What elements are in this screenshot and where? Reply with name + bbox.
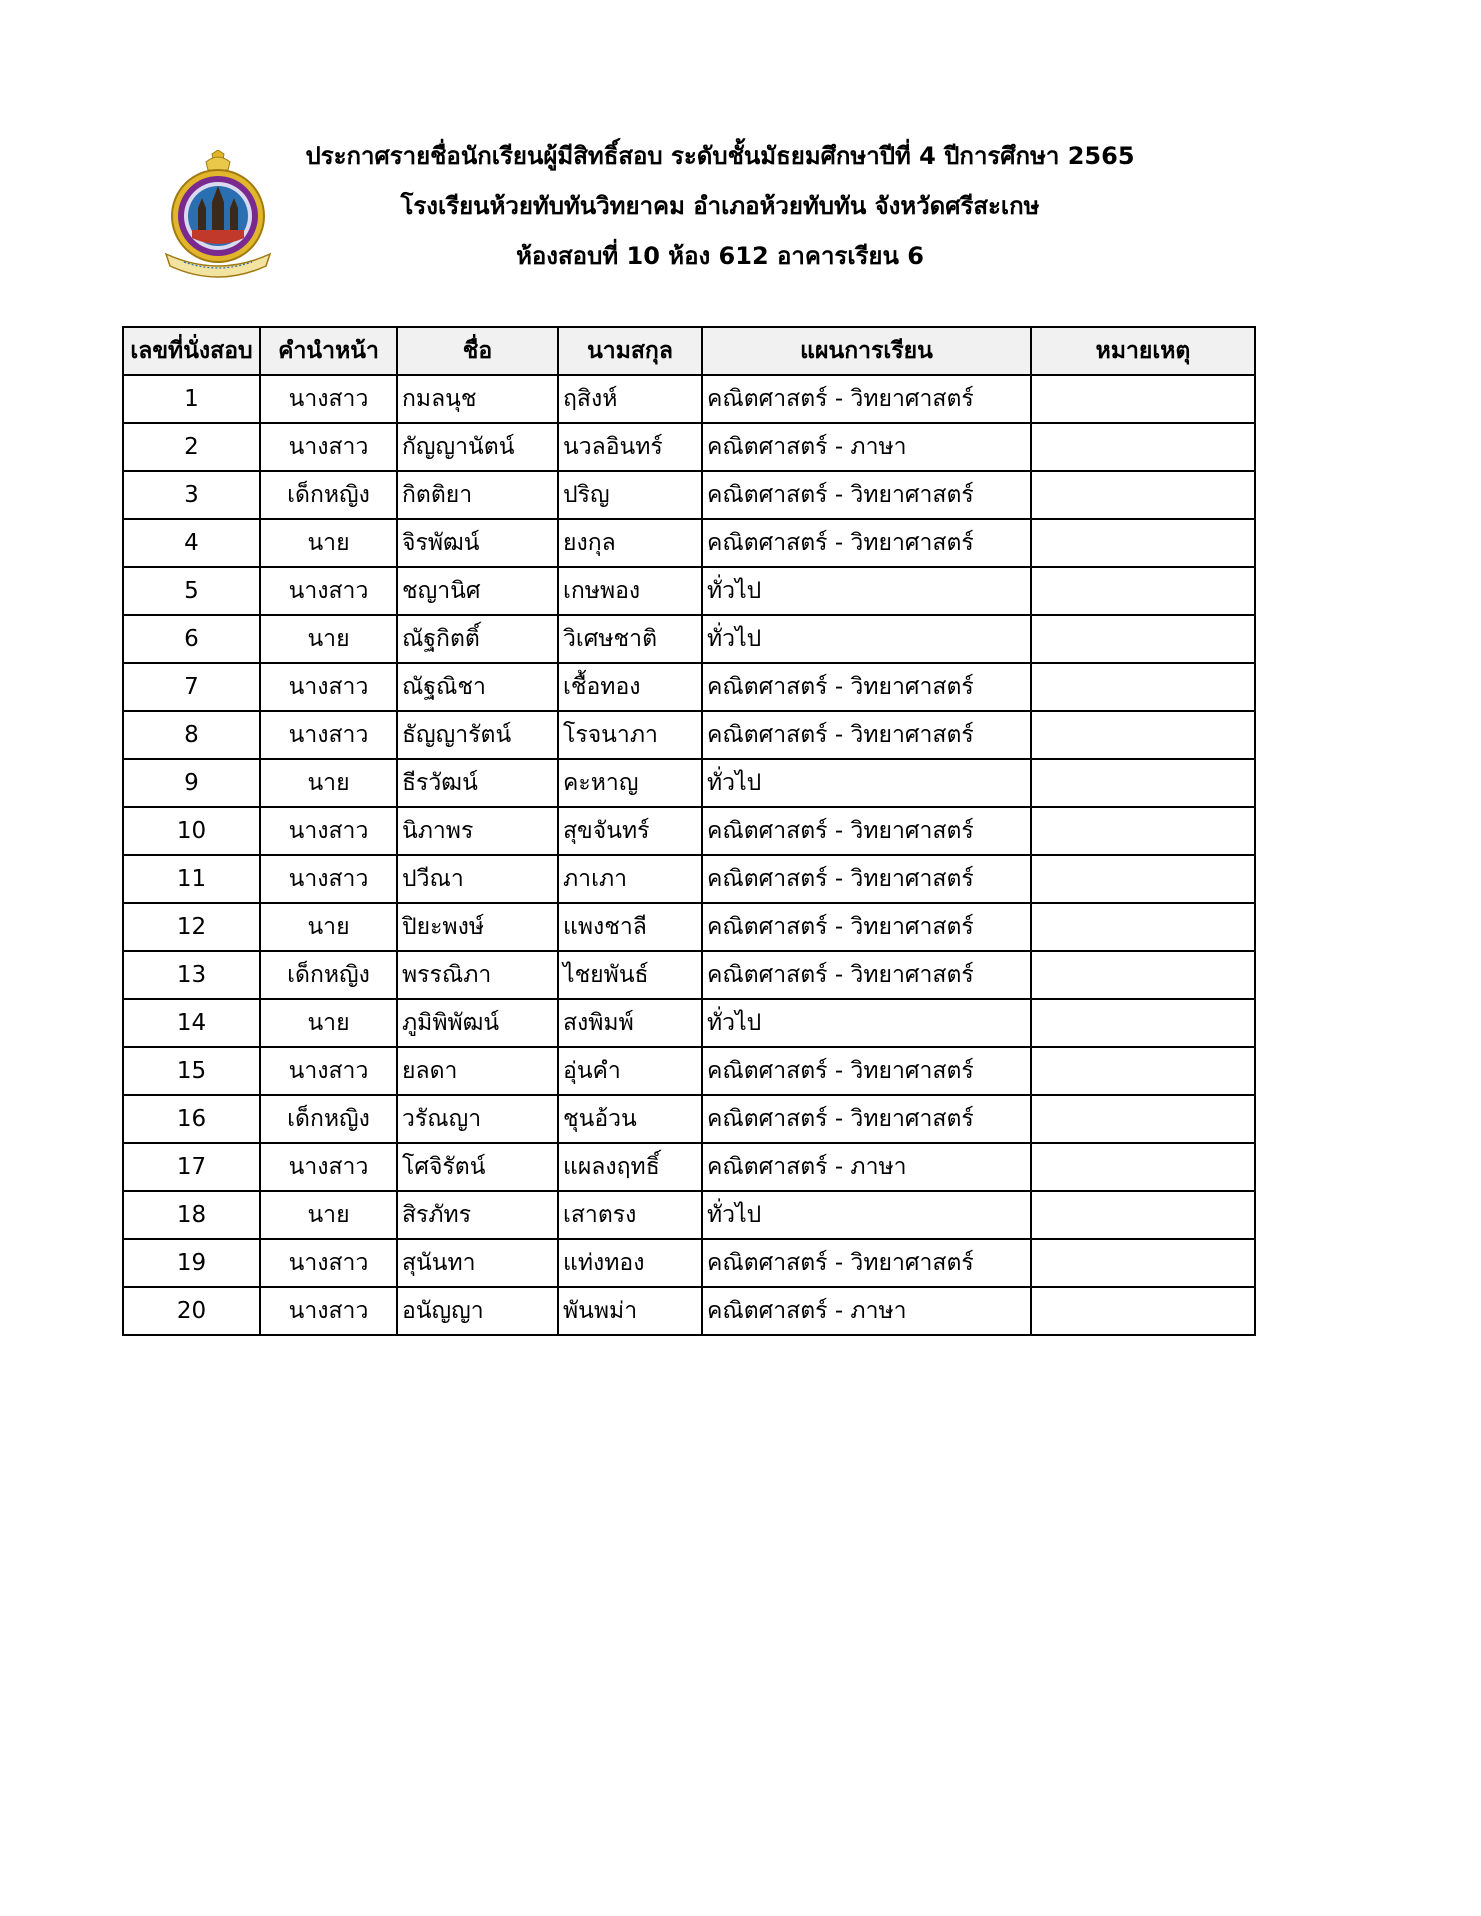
- announcement-title: ประกาศรายชื่อนักเรียนผู้มีสิทธิ์สอบ ระดับชั้นมัธยมศึกษาปีที่ 4 ปีการศึกษา 2565: [305, 142, 1135, 170]
- table-row: [123, 615, 1255, 663]
- first-name-cell: กมลนุช: [397, 375, 558, 423]
- prefix-cell: นางสาว: [260, 1143, 397, 1191]
- table-row: [123, 1191, 1255, 1239]
- study-program-cell: คณิตศาสตร์ - วิทยาศาสตร์: [702, 903, 1031, 951]
- study-program-cell: ทั่วไป: [702, 1191, 1031, 1239]
- study-program-cell: คณิตศาสตร์ - วิทยาศาสตร์: [702, 1047, 1031, 1095]
- remarks-cell: [1031, 519, 1255, 567]
- seat-number-cell: 13: [123, 951, 260, 999]
- last-name-cell: แพงชาลี: [558, 903, 702, 951]
- study-program-cell: คณิตศาสตร์ - วิทยาศาสตร์: [702, 1095, 1031, 1143]
- prefix-cell: นางสาว: [260, 855, 397, 903]
- first-name-cell: กิตติยา: [397, 471, 558, 519]
- first-name-cell: อนัญญา: [397, 1287, 558, 1335]
- last-name-cell: อุ่นคำ: [558, 1047, 702, 1095]
- remarks-cell: [1031, 1143, 1255, 1191]
- prefix-cell: นาย: [260, 759, 397, 807]
- last-name-cell: นวลอินทร์: [558, 423, 702, 471]
- seat-number-cell: 4: [123, 519, 260, 567]
- last-name-cell: เชื้อทอง: [558, 663, 702, 711]
- table-row: [123, 423, 1255, 471]
- remarks-cell: [1031, 471, 1255, 519]
- last-name-cell: คะหาญ: [558, 759, 702, 807]
- remarks-cell: [1031, 375, 1255, 423]
- study-program-cell: คณิตศาสตร์ - วิทยาศาสตร์: [702, 471, 1031, 519]
- column-header-seat-number: เลขที่นั่งสอบ: [123, 327, 260, 375]
- remarks-cell: [1031, 807, 1255, 855]
- prefix-cell: นางสาว: [260, 663, 397, 711]
- remarks-cell: [1031, 903, 1255, 951]
- last-name-cell: แท่งทอง: [558, 1239, 702, 1287]
- seat-number-cell: 8: [123, 711, 260, 759]
- column-header-last-name: นามสกุล: [558, 327, 702, 375]
- first-name-cell: ณัฐณิชา: [397, 663, 558, 711]
- seat-number-cell: 12: [123, 903, 260, 951]
- first-name-cell: ภูมิพิพัฒน์: [397, 999, 558, 1047]
- prefix-cell: นางสาว: [260, 423, 397, 471]
- table-header-row: [123, 327, 1255, 375]
- prefix-cell: นางสาว: [260, 375, 397, 423]
- study-program-cell: คณิตศาสตร์ - ภาษา: [702, 1143, 1031, 1191]
- first-name-cell: ธัญญารัตน์: [397, 711, 558, 759]
- first-name-cell: ยลดา: [397, 1047, 558, 1095]
- seat-number-cell: 7: [123, 663, 260, 711]
- document-header: [0, 132, 1481, 292]
- remarks-cell: [1031, 1191, 1255, 1239]
- column-header-prefix: คำนำหน้า: [260, 327, 397, 375]
- remarks-cell: [1031, 951, 1255, 999]
- table-row: [123, 951, 1255, 999]
- prefix-cell: เด็กหญิง: [260, 951, 397, 999]
- prefix-cell: เด็กหญิง: [260, 471, 397, 519]
- table-row: [123, 1287, 1255, 1335]
- seat-number-cell: 14: [123, 999, 260, 1047]
- last-name-cell: ไชยพันธ์: [558, 951, 702, 999]
- remarks-cell: [1031, 999, 1255, 1047]
- first-name-cell: สุนันทา: [397, 1239, 558, 1287]
- study-program-cell: คณิตศาสตร์ - วิทยาศาสตร์: [702, 663, 1031, 711]
- seat-number-cell: 19: [123, 1239, 260, 1287]
- last-name-cell: โรจนาภา: [558, 711, 702, 759]
- first-name-cell: ปิยะพงษ์: [397, 903, 558, 951]
- study-program-cell: คณิตศาสตร์ - ภาษา: [702, 423, 1031, 471]
- remarks-cell: [1031, 423, 1255, 471]
- table-row: [123, 519, 1255, 567]
- last-name-cell: แผลงฤทธิ์: [558, 1143, 702, 1191]
- seat-number-cell: 15: [123, 1047, 260, 1095]
- table-row: [123, 375, 1255, 423]
- student-roster-table: [122, 326, 1256, 1336]
- last-name-cell: ฤสิงห์: [558, 375, 702, 423]
- prefix-cell: นางสาว: [260, 711, 397, 759]
- prefix-cell: นาย: [260, 903, 397, 951]
- study-program-cell: คณิตศาสตร์ - วิทยาศาสตร์: [702, 855, 1031, 903]
- seat-number-cell: 17: [123, 1143, 260, 1191]
- seat-number-cell: 10: [123, 807, 260, 855]
- study-program-cell: คณิตศาสตร์ - วิทยาศาสตร์: [702, 1239, 1031, 1287]
- study-program-cell: คณิตศาสตร์ - ภาษา: [702, 1287, 1031, 1335]
- table-row: [123, 471, 1255, 519]
- prefix-cell: เด็กหญิง: [260, 1095, 397, 1143]
- table-row: [123, 663, 1255, 711]
- remarks-cell: [1031, 663, 1255, 711]
- last-name-cell: ภาเภา: [558, 855, 702, 903]
- first-name-cell: โศจิรัตน์: [397, 1143, 558, 1191]
- table-row: [123, 1047, 1255, 1095]
- table-row: [123, 1239, 1255, 1287]
- last-name-cell: เสาตรง: [558, 1191, 702, 1239]
- study-program-cell: ทั่วไป: [702, 999, 1031, 1047]
- seat-number-cell: 9: [123, 759, 260, 807]
- remarks-cell: [1031, 855, 1255, 903]
- study-program-cell: คณิตศาสตร์ - วิทยาศาสตร์: [702, 375, 1031, 423]
- remarks-cell: [1031, 1287, 1255, 1335]
- study-program-cell: คณิตศาสตร์ - วิทยาศาสตร์: [702, 807, 1031, 855]
- prefix-cell: นางสาว: [260, 567, 397, 615]
- table-row: [123, 855, 1255, 903]
- first-name-cell: จิรพัฒน์: [397, 519, 558, 567]
- remarks-cell: [1031, 567, 1255, 615]
- table-row: [123, 759, 1255, 807]
- first-name-cell: กัญญานัตน์: [397, 423, 558, 471]
- table-body: [123, 375, 1255, 1335]
- column-header-remarks: หมายเหตุ: [1031, 327, 1255, 375]
- prefix-cell: นาย: [260, 615, 397, 663]
- remarks-cell: [1031, 1047, 1255, 1095]
- column-header-first-name: ชื่อ: [397, 327, 558, 375]
- table-row: [123, 903, 1255, 951]
- study-program-cell: คณิตศาสตร์ - วิทยาศาสตร์: [702, 711, 1031, 759]
- first-name-cell: นิภาพร: [397, 807, 558, 855]
- last-name-cell: วิเศษชาติ: [558, 615, 702, 663]
- seat-number-cell: 3: [123, 471, 260, 519]
- study-program-cell: ทั่วไป: [702, 615, 1031, 663]
- table-row: [123, 807, 1255, 855]
- table-row: [123, 1095, 1255, 1143]
- exam-room-info: ห้องสอบที่ 10 ห้อง 612 อาคารเรียน 6: [516, 242, 924, 270]
- remarks-cell: [1031, 711, 1255, 759]
- seat-number-cell: 2: [123, 423, 260, 471]
- table-row: [123, 711, 1255, 759]
- study-program-cell: ทั่วไป: [702, 759, 1031, 807]
- seat-number-cell: 11: [123, 855, 260, 903]
- prefix-cell: นางสาว: [260, 1047, 397, 1095]
- study-program-cell: คณิตศาสตร์ - วิทยาศาสตร์: [702, 519, 1031, 567]
- remarks-cell: [1031, 1095, 1255, 1143]
- table-row: [123, 567, 1255, 615]
- remarks-cell: [1031, 759, 1255, 807]
- school-name: โรงเรียนห้วยทับทันวิทยาคม อำเภอห้วยทับทัน จังหวัดศรีสะเกษ: [400, 192, 1040, 220]
- last-name-cell: ชุนอ้วน: [558, 1095, 702, 1143]
- first-name-cell: สิรภัทร: [397, 1191, 558, 1239]
- seat-number-cell: 5: [123, 567, 260, 615]
- last-name-cell: เกษพอง: [558, 567, 702, 615]
- prefix-cell: นางสาว: [260, 1239, 397, 1287]
- last-name-cell: สงพิมพ์: [558, 999, 702, 1047]
- seat-number-cell: 6: [123, 615, 260, 663]
- seat-number-cell: 16: [123, 1095, 260, 1143]
- seat-number-cell: 20: [123, 1287, 260, 1335]
- prefix-cell: นาย: [260, 999, 397, 1047]
- prefix-cell: นางสาว: [260, 807, 397, 855]
- last-name-cell: ยงกุล: [558, 519, 702, 567]
- first-name-cell: พรรณิภา: [397, 951, 558, 999]
- table-row: [123, 1143, 1255, 1191]
- seat-number-cell: 1: [123, 375, 260, 423]
- column-header-study-program: แผนการเรียน: [702, 327, 1031, 375]
- prefix-cell: นาย: [260, 1191, 397, 1239]
- first-name-cell: ปวีณา: [397, 855, 558, 903]
- study-program-cell: ทั่วไป: [702, 567, 1031, 615]
- last-name-cell: สุขจันทร์: [558, 807, 702, 855]
- remarks-cell: [1031, 1239, 1255, 1287]
- first-name-cell: ชญานิศ: [397, 567, 558, 615]
- study-program-cell: คณิตศาสตร์ - วิทยาศาสตร์: [702, 951, 1031, 999]
- seat-number-cell: 18: [123, 1191, 260, 1239]
- prefix-cell: นางสาว: [260, 1287, 397, 1335]
- table-row: [123, 999, 1255, 1047]
- prefix-cell: นาย: [260, 519, 397, 567]
- last-name-cell: พันพม่า: [558, 1287, 702, 1335]
- first-name-cell: ธีรวัฒน์: [397, 759, 558, 807]
- first-name-cell: ณัฐกิตติ์: [397, 615, 558, 663]
- remarks-cell: [1031, 615, 1255, 663]
- last-name-cell: ปริญ: [558, 471, 702, 519]
- first-name-cell: วรัณญา: [397, 1095, 558, 1143]
